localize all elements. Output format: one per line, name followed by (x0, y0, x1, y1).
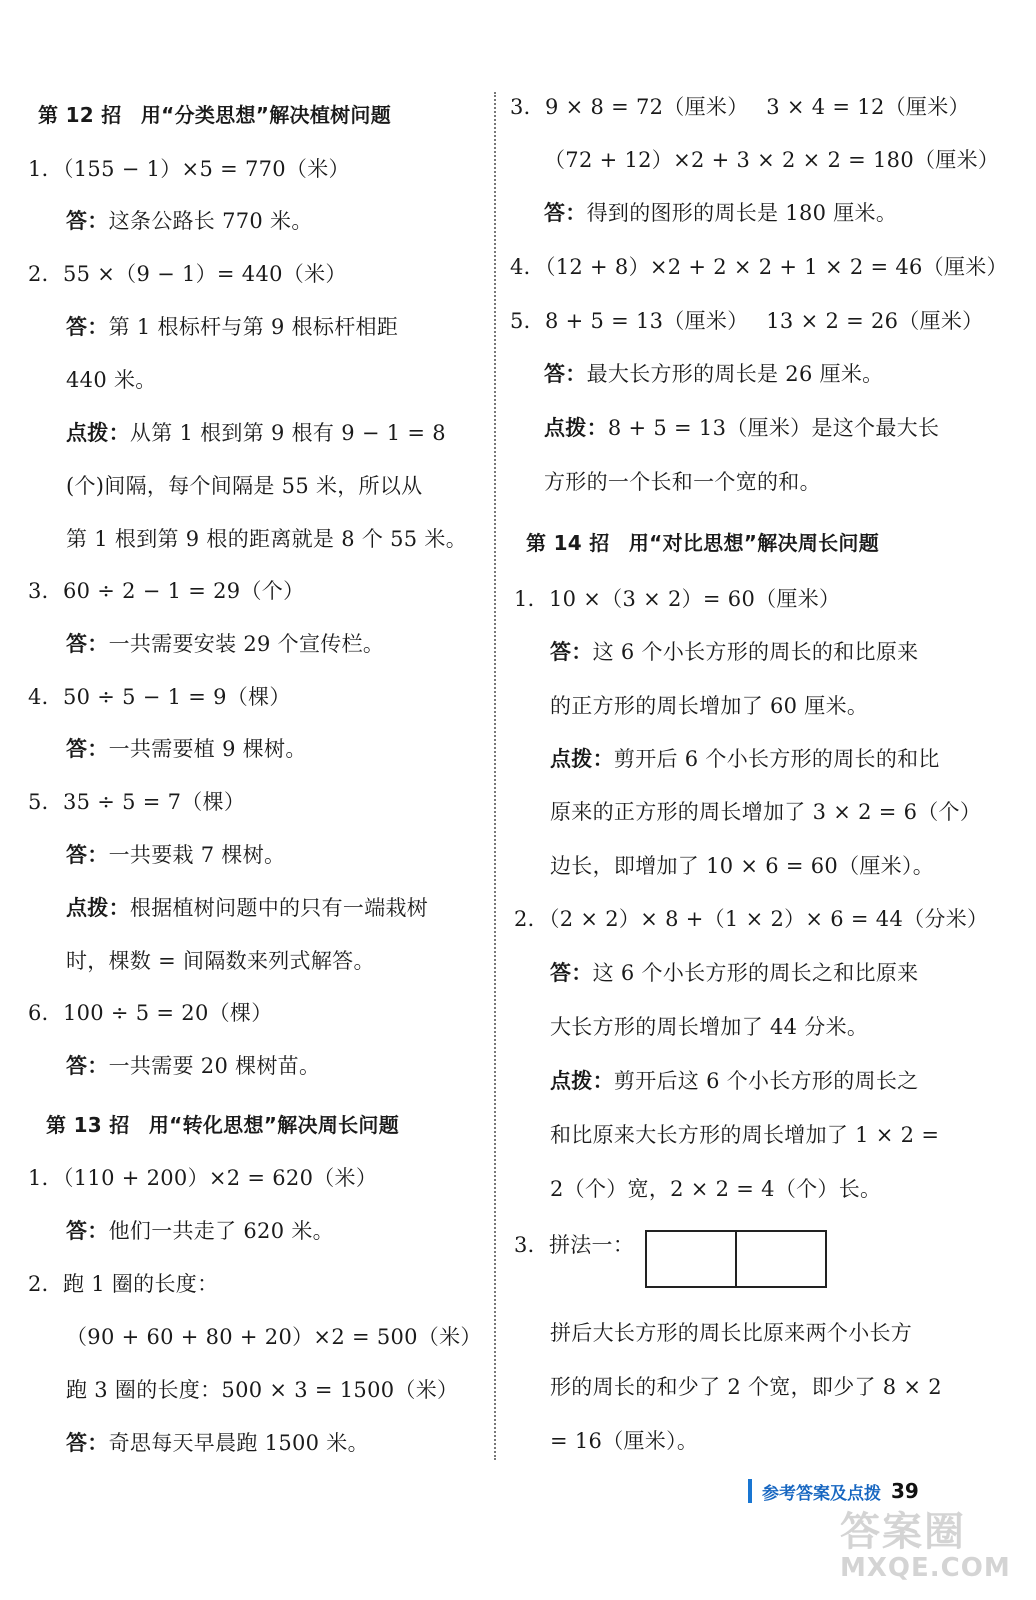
section-title: 用“对比思想”解决周长问题 (628, 531, 880, 555)
answer-equation: 4．（12 + 8）×2 + 2 × 2 + 1 × 2 = 46（厘米） (510, 255, 1008, 279)
answer-equation: 6．100 ÷ 5 = 20（棵） (28, 1001, 273, 1025)
answer-equation-cont: （90 + 60 + 80 + 20）×2 = 500（米） (66, 1325, 482, 1349)
hint-text-cont: (个)间隔，每个间隔是 55 米，所以从 (66, 474, 423, 498)
answer-statement: 答：这 6 个小长方形的周长的和比原来 (550, 640, 919, 664)
answer-statement: 答：一共需要植 9 棵树。 (66, 737, 307, 761)
footer-label: 参考答案及点拨 (762, 1483, 881, 1504)
answer-statement-cont: 的正方形的周长增加了 60 厘米。 (550, 694, 869, 718)
page-number: 39 (891, 1479, 919, 1503)
answer-equation: 1．（110 + 200）×2 = 620（米） (28, 1166, 378, 1190)
hint-text-cont: 方形的一个长和一个宽的和。 (544, 470, 821, 494)
watermark-line-2: MXQE.COM (840, 1553, 1011, 1583)
watermark-logo (840, 1500, 1030, 1590)
answer-equation: 5．35 ÷ 5 = 7（棵） (28, 790, 246, 814)
answer-equation: 4．50 ÷ 5 − 1 = 9（棵） (28, 685, 291, 709)
section-number: 第 12 招 (38, 103, 122, 127)
footer-accent-bar (748, 1479, 752, 1503)
answer-statement: 答：一共要栽 7 棵树。 (66, 843, 286, 867)
answer-equation: 1．10 ×（3 × 2）= 60（厘米） (514, 587, 841, 611)
section-heading-14 (526, 528, 879, 558)
section-number: 第 14 招 (526, 531, 610, 555)
answer-statement-cont: 440 米。 (66, 368, 157, 392)
hint-text: 点拨：根据植树问题中的只有一端栽树 (66, 896, 429, 920)
hint-text: 点拨：8 + 5 = 13（厘米）是这个最大长 (544, 416, 940, 440)
rectangle-left (645, 1230, 737, 1288)
column-divider (494, 92, 496, 1460)
answer-statement: 答：这条公路长 770 米。 (66, 209, 313, 233)
answer-equation: 2．（2 × 2）× 8 +（1 × 2）× 6 = 44（分米） (514, 907, 989, 931)
rectangle-diagram (645, 1230, 827, 1288)
hint-text: 点拨：从第 1 根到第 9 根有 9 − 1 = 8 (66, 421, 446, 445)
answer-statement: 拼后大长方形的周长比原来两个小长方 (550, 1321, 913, 1345)
section-title: 用“分类思想”解决植树问题 (140, 103, 392, 127)
hint-text-cont: 2（个）宽，2 × 2 = 4（个）长。 (550, 1177, 882, 1201)
answer-equation: 2．跑 1 圈的长度： (28, 1272, 219, 1296)
hint-text: 点拨：剪开后 6 个小长方形的周长的和比 (550, 747, 940, 771)
hint-text: 点拨：剪开后这 6 个小长方形的周长之 (550, 1069, 919, 1093)
answer-statement-cont: = 16（厘米）。 (550, 1429, 699, 1453)
answer-statement-cont: 大长方形的周长增加了 44 分米。 (550, 1015, 869, 1039)
hint-text-cont: 第 1 根到第 9 根的距离就是 8 个 55 米。 (66, 527, 468, 551)
watermark-line-1: 答案圈 (840, 1509, 966, 1555)
answer-equation: 5．8 + 5 = 13（厘米） 13 × 2 = 26（厘米） (510, 309, 984, 333)
hint-text-cont: 和比原来大长方形的周长增加了 1 × 2 = (550, 1123, 940, 1147)
answer-statement: 答：奇思每天早晨跑 1500 米。 (66, 1431, 369, 1455)
rectangle-right (737, 1230, 827, 1288)
section-number: 第 13 招 (46, 1113, 130, 1137)
answer-equation: 1．（155 − 1）×5 = 770（米） (28, 157, 350, 181)
answer-statement: 答：他们一共走了 620 米。 (66, 1219, 334, 1243)
answer-label: 3．拼法一： (514, 1233, 635, 1257)
answer-statement: 答：第 1 根标杆与第 9 根标杆相距 (66, 315, 399, 339)
answer-equation-cont: 跑 3 圈的长度：500 × 3 = 1500（米） (66, 1378, 459, 1402)
answer-equation: 3．9 × 8 = 72（厘米） 3 × 4 = 12（厘米） (510, 95, 970, 119)
answer-equation: 3．60 ÷ 2 − 1 = 29（个） (28, 579, 305, 603)
section-heading-13 (46, 1110, 399, 1140)
answer-statement: 答：这 6 个小长方形的周长之和比原来 (550, 961, 919, 985)
answer-statement-cont: 形的周长的和少了 2 个宽，即少了 8 × 2 (550, 1375, 942, 1399)
answer-equation-cont: （72 + 12）×2 + 3 × 2 × 2 = 180（厘米） (544, 148, 1000, 172)
hint-text-cont: 时，棵数 = 间隔数来列式解答。 (66, 949, 375, 973)
hint-text-cont: 边长，即增加了 10 × 6 = 60（厘米）。 (550, 854, 935, 878)
section-heading-12 (38, 100, 391, 130)
answer-statement: 答：一共需要安装 29 个宣传栏。 (66, 632, 385, 656)
hint-text-cont: 原来的正方形的周长增加了 3 × 2 = 6（个） (550, 800, 982, 824)
answer-equation: 2．55 ×（9 − 1）= 440（米） (28, 262, 347, 286)
answer-statement: 答：一共需要 20 棵树苗。 (66, 1054, 321, 1078)
section-title: 用“转化思想”解决周长问题 (148, 1113, 400, 1137)
answer-statement: 答：得到的图形的周长是 180 厘米。 (544, 201, 898, 225)
answer-statement: 答：最大长方形的周长是 26 厘米。 (544, 362, 884, 386)
